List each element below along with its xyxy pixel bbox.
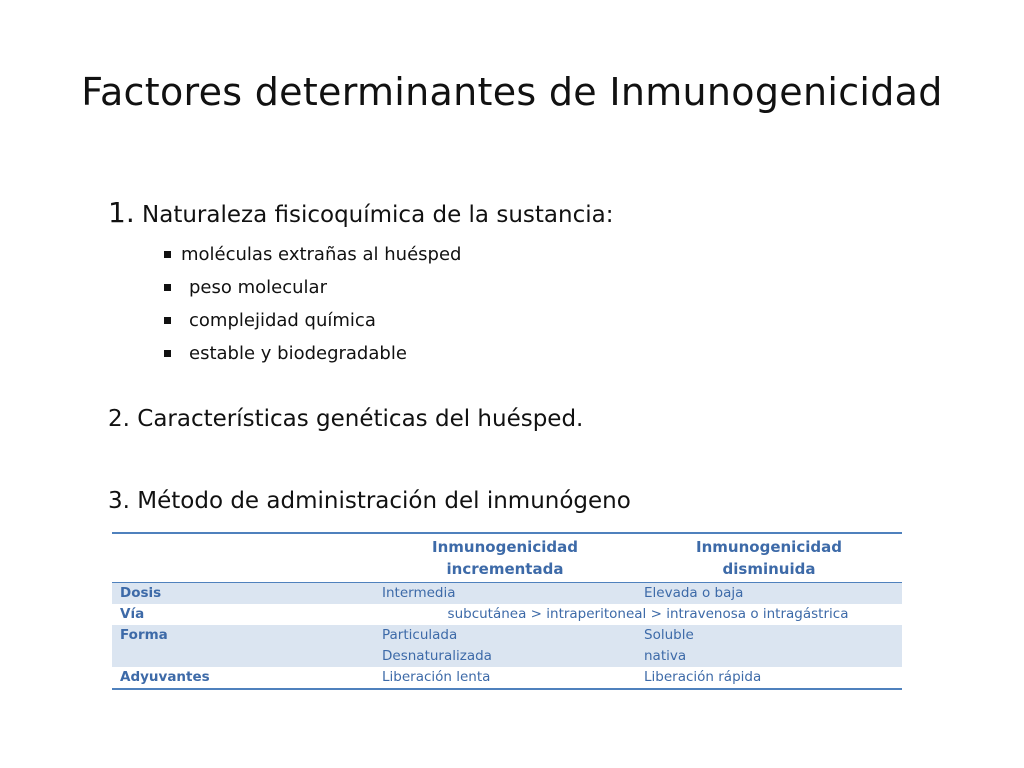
section-1-heading (108, 196, 613, 229)
row-label-dosis: Dosis (120, 585, 162, 601)
section-1-bullet-list (164, 238, 461, 370)
section-3-heading: 3. Método de administración del inmunógeno (108, 488, 631, 514)
cell-adyuvantes-increased: Liberación lenta (382, 669, 491, 685)
cell-dosis-decreased: Elevada o baja (644, 585, 744, 601)
bullet-item (164, 271, 461, 304)
header-decreased (636, 534, 902, 582)
slide-title: Factores determinantes de Inmunogenicidad (81, 70, 943, 114)
cell-line: Soluble (644, 627, 694, 643)
cell-line: nativa (644, 648, 687, 664)
table-row (112, 583, 902, 604)
section-1-number: 1. (108, 196, 135, 229)
square-bullet-icon (164, 317, 171, 324)
bullet-text: estable y biodegradable (189, 342, 407, 364)
section-2-heading: 2. Características genéticas del huésped. (108, 406, 584, 432)
square-bullet-icon (164, 284, 171, 291)
bullet-item (164, 238, 461, 271)
bullet-text: moléculas extrañas al huésped (181, 243, 462, 265)
cell-line: Desnaturalizada (382, 648, 492, 664)
bullet-item (164, 304, 461, 337)
row-label-via: Vía (120, 606, 145, 622)
bullet-item (164, 337, 461, 370)
cell-dosis-increased: Intermedia (382, 585, 456, 601)
cell-forma-increased (374, 625, 636, 667)
cell-line: Particulada (382, 627, 458, 643)
section-1-text: Naturaleza fisicoquímica de la sustancia: (142, 202, 614, 228)
header-increased-line2: incrementada (446, 560, 564, 578)
header-decreased-line2: disminuida (722, 560, 816, 578)
cell-via-span: subcutánea > intraperitoneal > intravenosa o intragástrica (447, 606, 849, 622)
square-bullet-icon (164, 350, 171, 357)
row-label-adyuvantes: Adyuvantes (120, 669, 210, 685)
cell-forma-decreased (636, 625, 902, 667)
table-row (112, 604, 902, 625)
bullet-text: peso molecular (189, 276, 327, 298)
table-header-row (112, 534, 902, 583)
square-bullet-icon (164, 251, 171, 258)
table-row (112, 667, 902, 688)
administration-table (112, 532, 902, 690)
cell-adyuvantes-decreased: Liberación rápida (644, 669, 762, 685)
table-row (112, 625, 902, 667)
header-decreased-line1: Inmunogenicidad (696, 538, 842, 556)
header-increased (374, 534, 636, 582)
bullet-text: complejidad química (189, 309, 376, 331)
header-increased-line1: Inmunogenicidad (432, 538, 578, 556)
header-empty-cell (112, 534, 374, 582)
row-label-forma: Forma (120, 627, 168, 643)
